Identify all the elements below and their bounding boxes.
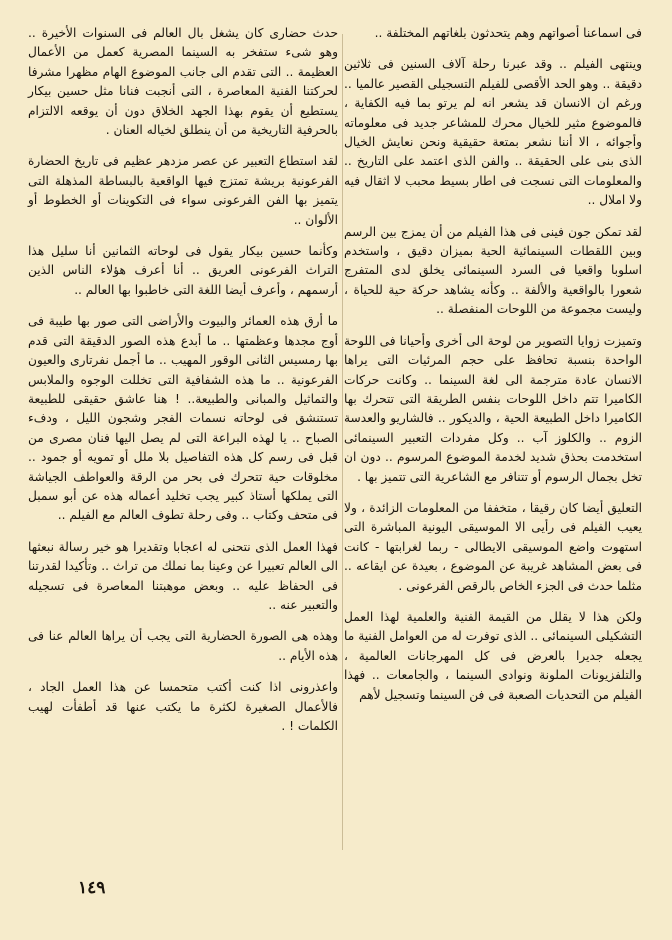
paragraph: التعليق أيضا كان رقيقا ، متخففا من المعلومات الزائدة ، ولا يعيب الفيلم فى رأيى الا الموسيقى اليونية المباشرة التى استهوت واضع الموسيقى الايطالى - ربما لغرابتها - كانت فى بعض المشاهد غريبة عن الموضوع ، بعيدة عن ايقاعه .. مثلما حدث فى الجزء الخاص بالرقص الفرعونى .	[344, 500, 642, 593]
paragraph: وتميزت زوايا التصوير من لوحة الى أخرى وأحيانا فى اللوحة الواحدة بنسبة تحافظ على حجم المرئيات التى يراها الانسان عادة مترجمة الى لغة السينما .. وكانت حركات الكاميرا تتم داخل اللوحات بنفس الطريقة التى تتحرك بها الكاميرا داخل الطبيعة الحية ، والديكور .. فالشاريو والعدسة الزوم .. والكلوز آب .. وكل مفردات التعبير السينمائى استخدمت بحذق شديد لخدمة الموضوع المرسوم .. دون ان تخل بجمال الرسوم أو تتنافر مع الشاعرية التى تتميز بها .	[344, 333, 642, 484]
page-number: ١٤٩	[78, 878, 106, 898]
paragraph: فى اسماعنا أصواتهم وهم يتحدثون بلغاتهم المختلفة ..	[374, 26, 642, 40]
paragraph: فهذا العمل الذى نتحنى له اعجابا وتقديرا هو خير رسالة نبعثها الى العالم تعبيرا عن وعينا بما نملك من تراث .. وتأكيدا لقدرتنا فى الحفاظ عليه .. وبعض موهبتنا المعاصرة فى تسجيله والتعبير عنه ..	[28, 539, 338, 612]
left-text-column	[28, 24, 338, 870]
column-divider	[342, 34, 343, 850]
paragraph: ولكن هذا لا يقلل من القيمة الفنية والعلمية لهذا العمل التشكيلى السينمائى .. الذى توفرت له من العوامل الفنية ما يجعله جديرا بالعرض فى كل المهرجانات العالمية ، والتلفزيونات الملونة ونوادى السينما ، والجامعات .. فهذا الفيلم من التحديات الصعبة فى فن السينما وتسجيل لأهم	[344, 609, 642, 702]
paragraph: حدث حضارى كان يشغل بال العالم فى السنوات الأخيرة .. وهو شىء ستفخر به السينما المصرية كعمل من الأعمال العظيمة .. التى تقدم الى جانب الموضوع الهام مظهرا مشرفا لحركتنا الفنية المعاصرة ، التى أنجبت فنانا مثل حسين بيكار يستطيع أن يقوم بهذا الجهد الخلاق دون أن يوقعه الالتزام بالحرفية التاريخية من أن ينطلق لخياله العنان .	[28, 26, 338, 138]
paragraph: واعذرونى اذا كنت أكتب متحمسا عن هذا العمل الجاد ، فالأعمال الصغيرة لكثرة ما يكتب عنها قد أطفأت لهيب الكلمات ! .	[28, 680, 338, 733]
paragraph: وينتهى الفيلم .. وقد عبرنا رحلة آلاف السنين فى ثلاثين دقيقة .. وهو الحد الأقصى للفيلم التسجيلى القصير عالميا .. ورغم ان الانسان قد يشعر انه لم يرتو بما فيه الكفاية ، فالموضوع مثير للخيال محرك للمشاعر جديد فى معلوماته وأجوائه ، الا أننا نشعر بمتعة حقيقية ونحن نعايش الخيال الذى بنى على الحقيقة .. والفن الذى اعتمد على التاريخ .. والمعلومات التى نسجت فى اطار بسيط محبب لا اثقال فيه ولا املال ..	[344, 57, 642, 208]
paragraph: وهذه هى الصورة الحضارية التى يجب أن يراها العالم عنا فى هذه الأيام ..	[28, 629, 338, 663]
paragraph: وكأنما حسين بيكار يقول فى لوحاته الثمانين أنا سليل هذا التراث الفرعونى العريق .. أنا أعرف هؤلاء الناس الذين أرسمهم ، وأعرف أيضا اللغة التى خاطبوا بها العالم ..	[28, 244, 338, 297]
paragraph: ما أرق هذه العمائر والبيوت والأراضى التى صور بها طيبة فى أوج مجدها وعظمتها .. ما أبدع هذه الصور الدقيقة التى قدم بها رمسيس الثانى الوقور المهيب .. ما أجمل نفرتارى والعيون الفرعونية .. ما هذه الشفافية التى تخللت الوجوه والملابس والتماثيل والمبانى والطبيعة.. ! هنا عاشق حقيقى للطبيعة تستنشق فى لوحاته نسمات الفجر وشجون الليل ، ودفء الصباح .. يا لهذه البراعة التى لم يصل اليها فنان مصرى من قبل فى رسم كل هذه التفاصيل بلا ملل أو تمويه أو جمود .. مخلوقات حية تتحرك فى بحر من الرقة والعواطف الجياشة التى يملكها أستاذ كبير يجب تخليد أعماله هذه عن أبو سمبل فى متحف وكتاب .. وفى رحلة تطوف العالم مع الفيلم ..	[28, 314, 338, 523]
paragraph: لقد تمكن جون فينى فى هذا الفيلم من أن يمزج بين الرسم وبين اللقطات السينمائية الحية بميزان دقيق ، واستخدم اسلوبا واقعيا فى السرد السينمائى يخلق لدى المتفرج شعورا بالواقعية والألفة .. وكأنه يشاهد حركة حية للحياة ، وليست مجموعة من اللوحات المنفصلة ..	[344, 224, 642, 317]
right-text-column	[344, 24, 642, 870]
paragraph: لقد استطاع التعبير عن عصر مزدهر عظيم فى تاريخ الحضارة الفرعونية بريشة تمتزج فيها الواقعية بالبساطة المذهلة التى يتميز بها الفن الفرعونى سواء فى التكوينات أو الخطوط أو الألوان ..	[28, 154, 338, 227]
